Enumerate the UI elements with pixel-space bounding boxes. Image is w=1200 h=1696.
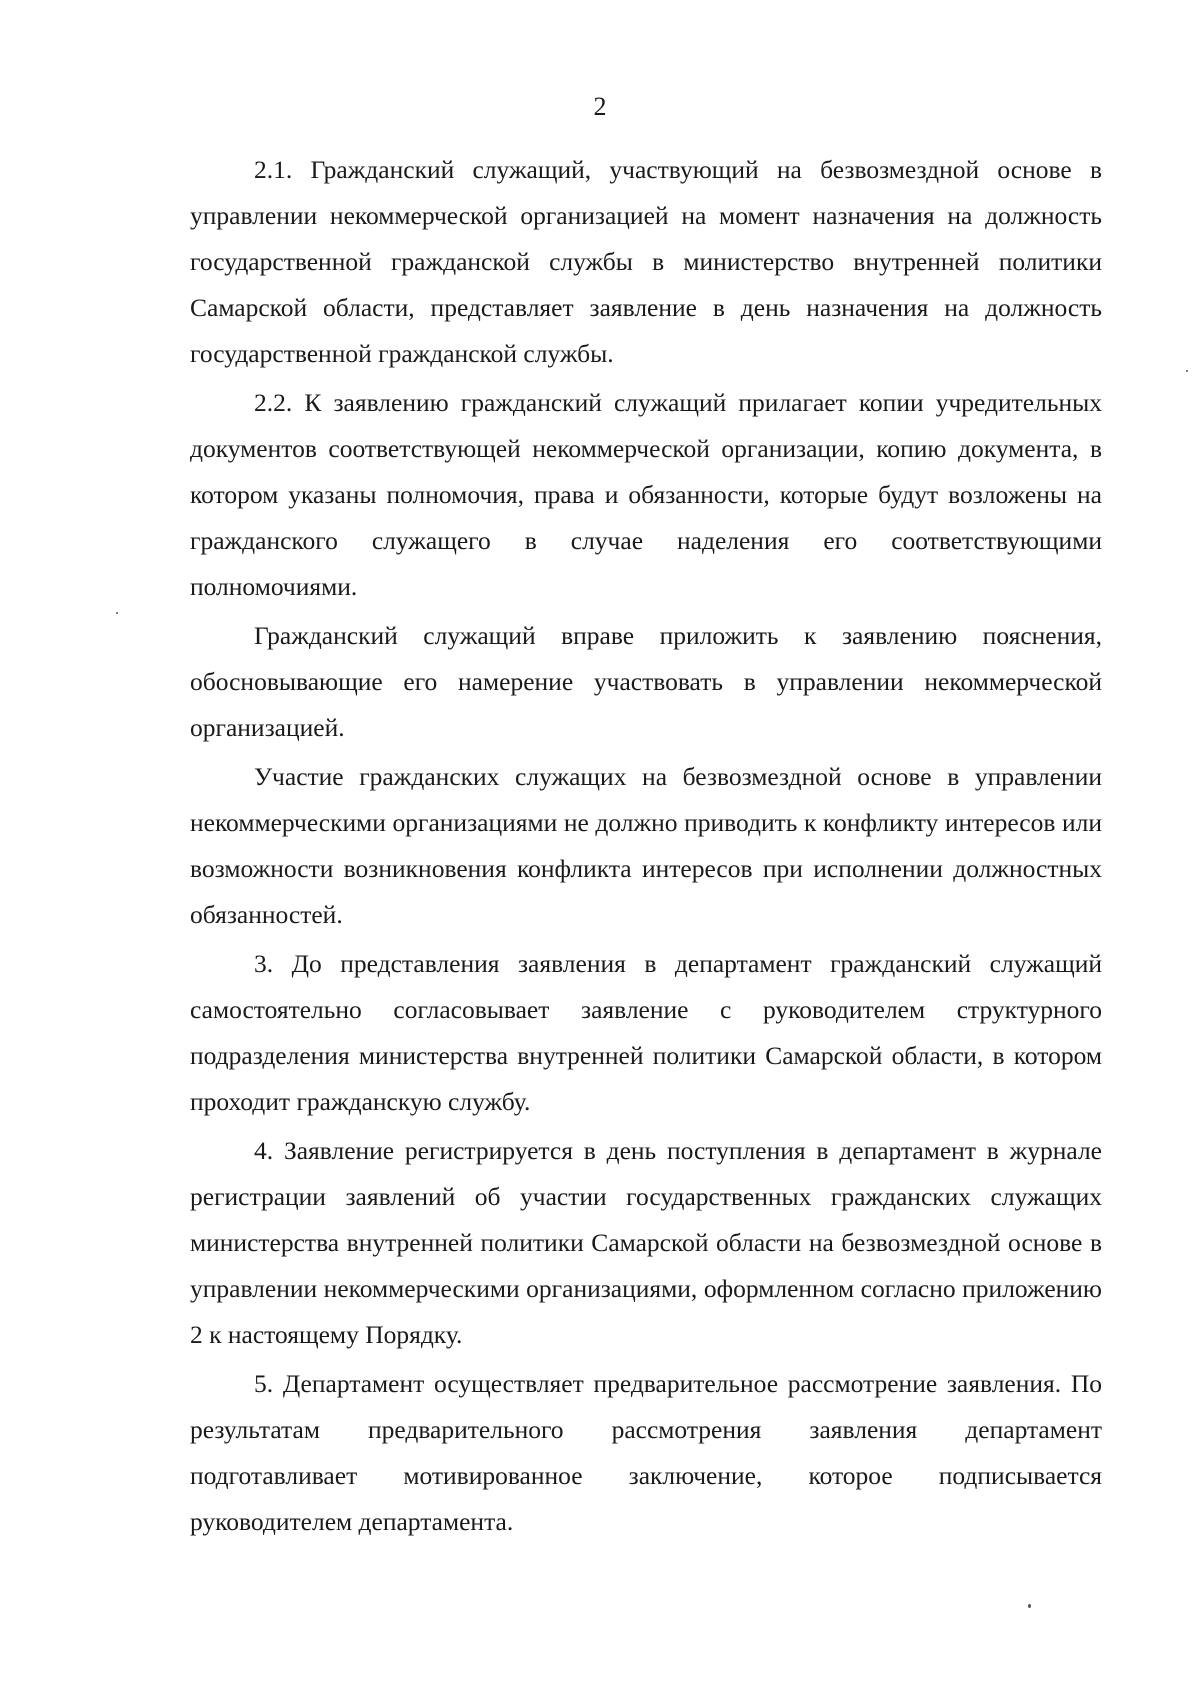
document-body [190, 147, 1102, 1548]
paragraph-4: 4. Заявление регистрируется в день поступления в департамент в журнале регистрации заявлений об участии государственных гражданских служащих министерства внутренней политики Самарской области на безвозмездной основе в управлении некоммерческими организациями, оформленном согласно приложению 2 к настоящему Порядку. [190, 1136, 1102, 1349]
paragraph-3: 3. До представления заявления в департамент гражданский служащий самостоятельно согласовывает заявление с руководителем структурного подразделения министерства внутренней политики Самарской области, в котором проходит гражданскую службу. [190, 949, 1102, 1116]
paragraph-2-1: 2.1. Гражданский служащий, участвующий на безвозмездной основе в управлении некоммерческой организацией на момент назначения на должность государственной гражданской службы в министерство внутренней политики Самарской области, представляет заявление в день назначения на должность государственной гражданской службы. [190, 155, 1102, 368]
paragraph-conflict-of-interest: Участие гражданских служащих на безвозмездной основе в управлении некоммерческими организациями не должно приводить к конфликту интересов или возможности возникновения конфликта интересов при исполнении должностных обязанностей. [190, 762, 1102, 929]
page-number: 2 [593, 92, 607, 121]
scan-speck [1028, 1604, 1031, 1608]
paragraph-explanations: Гражданский служащий вправе приложить к заявлению пояснения, обосновывающие его намерение участвовать в управлении некоммерческой организацией. [190, 621, 1102, 742]
scan-speck [116, 612, 118, 614]
scan-speck [1186, 370, 1188, 372]
paragraph-2-2: 2.2. К заявлению гражданский служащий прилагает копии учредительных документов соответствующей некоммерческой организации, копию документа, в котором указаны полномочия, права и обязанности, которые будут возложены на гражданского служащего в случае наделения его соответствующими полномочиями. [190, 388, 1102, 601]
paragraph-5: 5. Департамент осуществляет предварительное рассмотрение заявления. По результатам предварительного рассмотрения заявления департамент подготавливает мотивированное заключение, которое подписывается руководителем департамента. [190, 1369, 1102, 1536]
